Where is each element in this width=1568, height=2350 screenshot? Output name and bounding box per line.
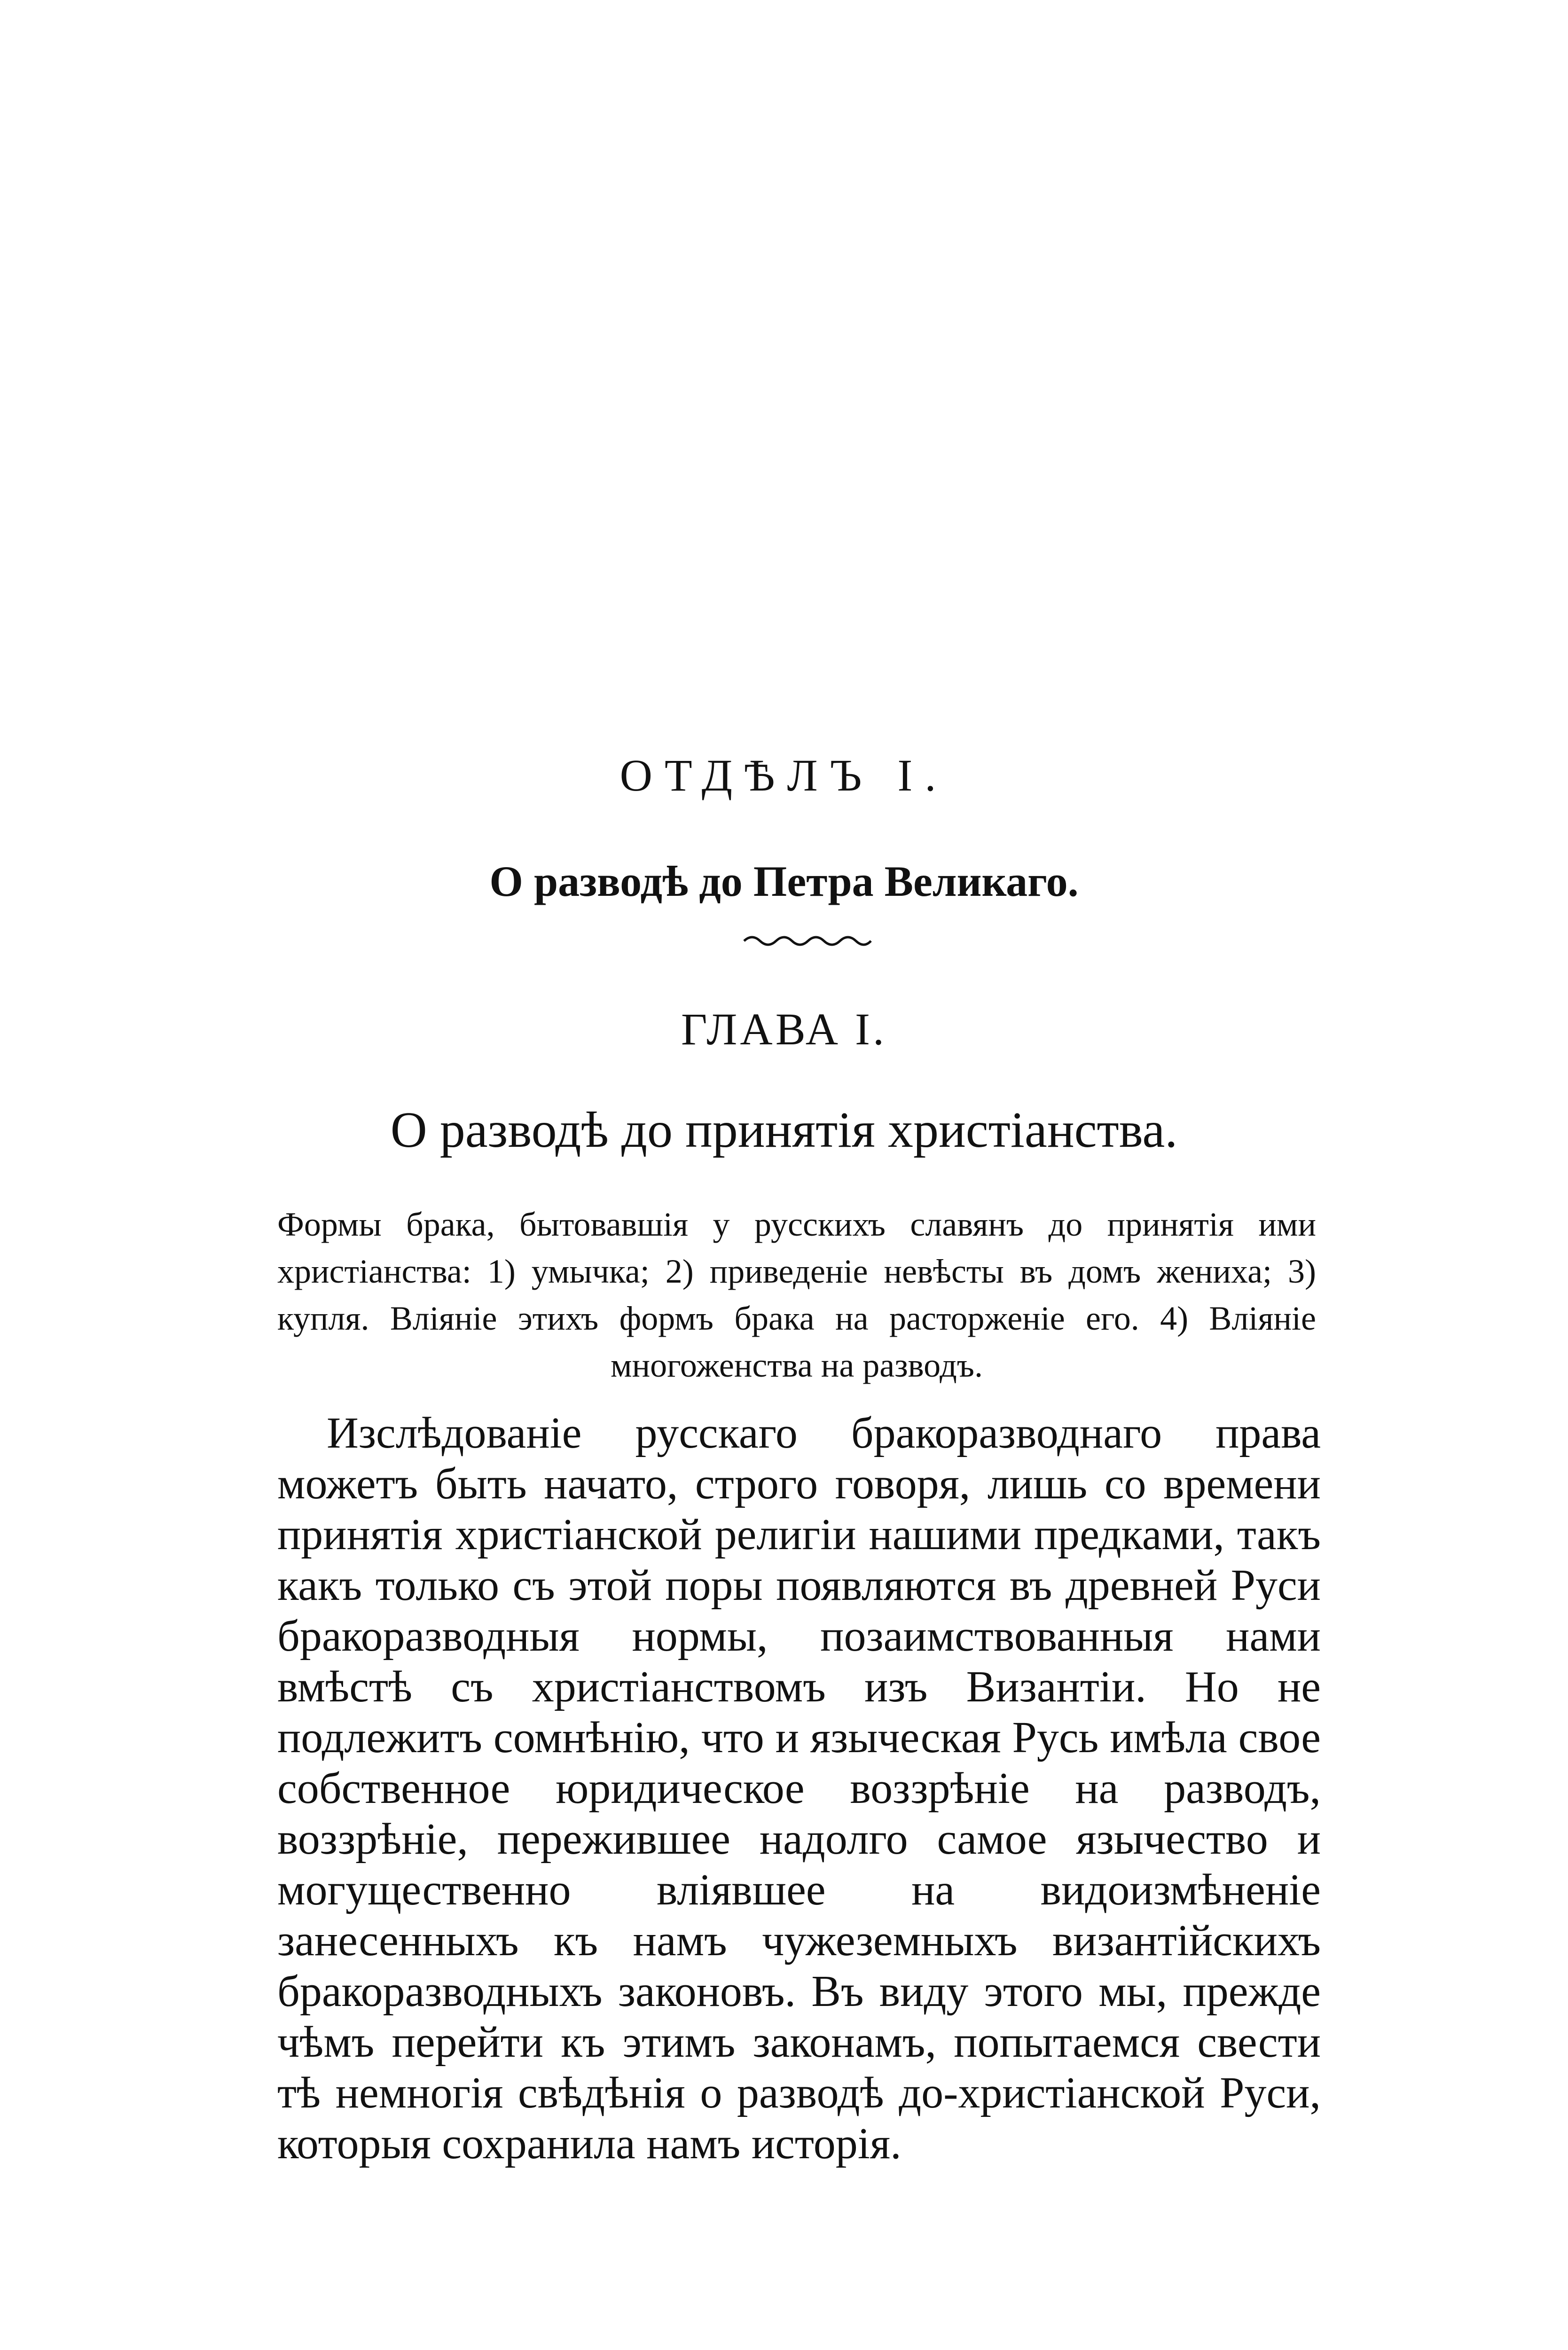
section-title: ОТДѢЛЪ I. — [619, 750, 949, 800]
chapter-summary: Формы брака, бытовавшія у русскихъ славянъ до принятія ими христіанства: 1) умычка; 2) приведеніе невѣсты въ домъ жениха; 3) купля. Вліяніе этихъ формъ брака на расторженіе его. 4) Вліяніе многоженства на разводъ. — [277, 1206, 1316, 1384]
chapter-subtitle: О разводѣ до принятія христіанства. — [390, 1102, 1178, 1158]
wavy-ornament-icon — [742, 931, 873, 949]
chapter-title: ГЛАВА I. — [681, 1004, 887, 1054]
body-paragraph: Изслѣдованіе русскаго бракоразводнаго права можетъ быть начато, строго говоря, лишь со времени принятія христіанской религіи нашими предками, такъ какъ только съ этой поры появляются въ древней Руси бракоразводныя нормы, позаимствованныя нами вмѣстѣ съ христіанствомъ изъ Византіи. Но не подлежитъ сомнѣнію, что и языческая Русь имѣла свое собственное юридическое воззрѣніе на разводъ, воззрѣніе, пережившее надолго самое язычество и могущественно вліявшее на видоизмѣненіе занесенныхъ къ намъ чужеземныхъ византійскихъ бракоразводныхъ законовъ. Въ виду этого мы, прежде чѣмъ перейти къ этимъ законамъ, попытаемся свести тѣ немногія свѣдѣнія о разводѣ до-христіанской Руси, которыя сохранила намъ исторія. — [277, 1409, 1321, 2168]
section-subtitle: О разводѣ до Петра Великаго. — [489, 857, 1079, 905]
